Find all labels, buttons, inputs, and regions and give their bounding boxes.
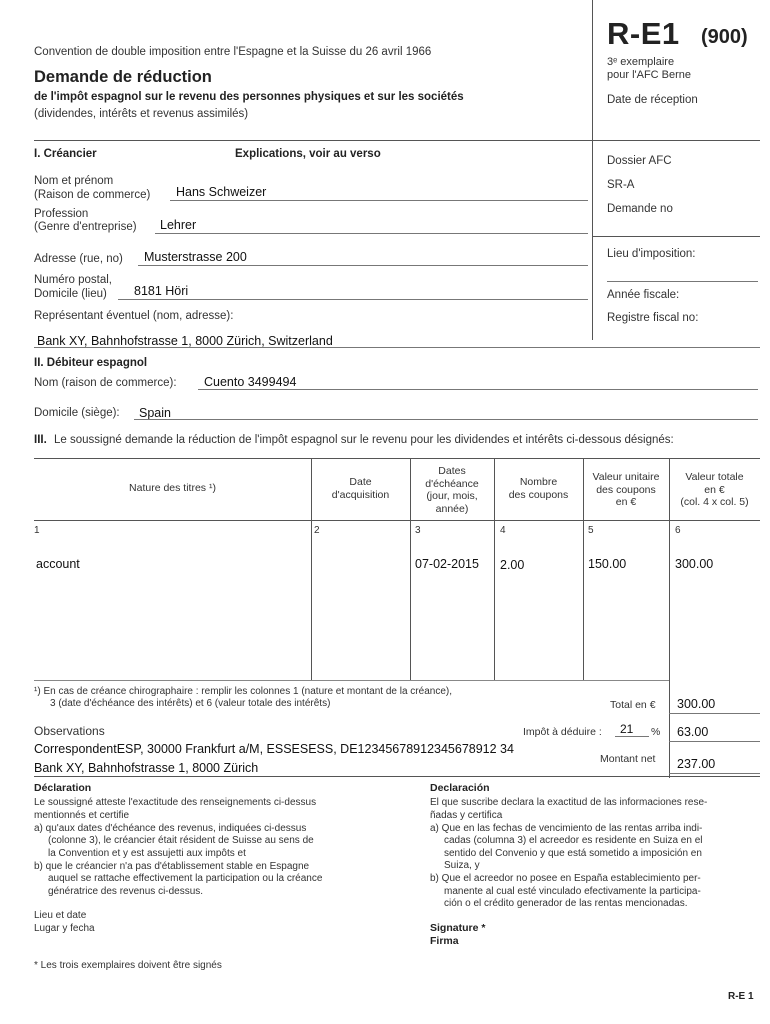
net-label: Montant net: [600, 753, 656, 765]
observations-line-2[interactable]: Bank XY, Bahnhofstrasse 1, 8000 Zürich: [34, 761, 259, 775]
section-3-title: III.: [34, 434, 47, 446]
nom-field[interactable]: Hans Schweizer: [176, 185, 267, 199]
date-reception-label: Date de réception: [607, 94, 698, 106]
section-3-text: Le soussigné demande la réduction de l'impôt espagnol sur le revenu pour les dividendes et intérêts ci-dessous désignés:: [54, 434, 674, 446]
lugar-fecha-label: Lugar y fecha: [34, 923, 95, 934]
nom-label: Nom et prénom: [34, 175, 114, 187]
table-header-valeur-unitaire: Valeur unitaire des coupons en €: [592, 471, 660, 508]
adresse-line: [138, 265, 588, 266]
col-number: 5: [588, 525, 594, 536]
declaration-fr-a: (colonne 3), le créancier était résident de Suisse au sens de: [48, 835, 314, 846]
net-value[interactable]: 237.00: [677, 757, 716, 771]
debiteur-nom-label: Nom (raison de commerce):: [34, 377, 177, 389]
total-value[interactable]: 300.00: [677, 697, 716, 711]
explications-note: Explications, voir au verso: [235, 148, 381, 160]
right-panel-divider: [592, 140, 593, 340]
table-cell-nature[interactable]: account: [36, 557, 80, 571]
footnote-line-1: ¹) En cas de créance chirographaire : remplir les colonnes 1 (nature et montant de la créance),: [34, 686, 452, 697]
form-code: R-E1: [607, 16, 680, 51]
section-2-title: II. Débiteur espagnol: [34, 357, 148, 369]
declaration-es-title: Declaración: [430, 782, 490, 794]
declaration-es-a: a) Que en las fechas de vencimiento de las rentas arriba indi-: [430, 823, 703, 834]
right-panel-rule: [592, 236, 760, 237]
profession-label: Profession: [34, 208, 89, 220]
registre-fiscal-label: Registre fiscal no:: [607, 312, 699, 324]
declaration-es-text: El que suscribe declara la exactitud de las informaciones rese-: [430, 797, 708, 808]
domicile-label: Domicile (lieu): [34, 288, 107, 300]
declaration-es-a: Suiza, y: [444, 860, 480, 871]
declaration-es-b: ción o el crédito generador de las rentas mencionadas.: [444, 898, 688, 909]
net-line: [669, 773, 760, 774]
header-divider: [592, 0, 593, 140]
section-1-title: I. Créancier: [34, 148, 97, 160]
table-top-rule: [34, 458, 760, 459]
debiteur-nom-field[interactable]: Cuento 3499494: [204, 375, 297, 389]
declaration-fr-text: Le soussigné atteste l'exactitude des renseignements ci-dessus: [34, 797, 317, 808]
raison-commerce-label: (Raison de commerce): [34, 189, 151, 201]
table-cell-valeur-totale[interactable]: 300.00: [675, 557, 714, 571]
adresse-field[interactable]: Musterstrasse 200: [144, 250, 247, 264]
table-header-valeur-totale: Valeur totale en € (col. 4 x col. 5): [680, 471, 749, 508]
table-header-rule: [34, 520, 760, 521]
annee-fiscale-label: Année fiscale:: [607, 289, 680, 301]
col-number: 1: [34, 525, 40, 536]
lieu-imposition-label: Lieu d'imposition:: [607, 248, 696, 260]
lieu-imposition-line: [607, 281, 758, 282]
declaration-fr-a: a) qu'aux dates d'échéance des revenus, indiquées ci-dessus: [34, 823, 307, 834]
profession-line: [155, 233, 588, 234]
representant-field[interactable]: Bank XY, Bahnhofstrasse 1, 8000 Zürich, Switzerland: [37, 334, 333, 348]
table-header-nombre: Nombre des coupons: [508, 476, 569, 501]
impot-line: [669, 741, 760, 742]
total-label: Total en €: [610, 699, 656, 711]
table-header-nature: Nature des titres ¹): [129, 482, 216, 494]
genre-entreprise-label: (Genre d'entreprise): [34, 221, 137, 233]
declaration-es-text: ñadas y certifica: [430, 810, 503, 821]
form-number: (900): [701, 26, 748, 48]
declaration-es-a: sentido del Convenio y que está sometido a imposición en: [444, 848, 702, 859]
observations-label: Observations: [34, 724, 105, 738]
col-number: 3: [415, 525, 421, 536]
npa-field[interactable]: 8181 Höri: [134, 284, 189, 298]
exemplaire-text-2: pour l'AFC Berne: [607, 69, 692, 81]
profession-field[interactable]: Lehrer: [160, 218, 197, 232]
declaration-fr-b: génératrice des revenus ci-dessus.: [48, 886, 204, 897]
declaration-fr-b: b) que le créancier n'a pas d'établissement stable en Espagne: [34, 861, 310, 872]
table-cell-nombre[interactable]: 2.00: [500, 558, 525, 572]
npa-label: Numéro postal,: [34, 274, 112, 286]
signature-label: Signature *: [430, 922, 486, 934]
adresse-label: Adresse (rue, no): [34, 253, 123, 265]
table-header-echeance: Dates d'échéance (jour, mois, année): [425, 465, 479, 515]
declaration-fr-a: la Convention et y est assujetti aux impôts et: [48, 848, 246, 859]
table-cell-valeur-unitaire[interactable]: 150.00: [588, 557, 627, 571]
declaration-es-a: cadas (columna 3) el acreedor es residente en Suiza en el: [444, 835, 703, 846]
debiteur-domicile-field[interactable]: Spain: [139, 406, 171, 420]
form-subtitle-2: (dividendes, intérêts et revenus assimilés): [34, 108, 249, 120]
total-line: [669, 713, 760, 714]
footnote-line-2: 3 (date d'échéance des intérêts) et 6 (valeur totale des intérêts): [50, 698, 331, 709]
table-header-acquisition: Date d'acquisition: [331, 476, 390, 501]
observations-line-1[interactable]: CorrespondentESP, 30000 Frankfurt a/M, ESSESESS, DE12345678912345678912 34: [34, 742, 514, 756]
pct-sign: %: [651, 726, 661, 738]
declaration-fr-b: auquel se rattache effectivement la participation ou la créance: [48, 873, 323, 884]
declaration-es-b: b) Que el acreedor no posee en España establecimiento per-: [430, 873, 701, 884]
impot-pct-field[interactable]: 21: [620, 722, 634, 736]
observations-bottom-rule: [34, 776, 760, 777]
npa-line: [118, 299, 588, 300]
table-bottom-rule: [34, 680, 669, 681]
footer-code: R-E 1: [728, 991, 754, 1002]
firma-label: Firma: [430, 935, 459, 947]
table-cell-echeance[interactable]: 07-02-2015: [415, 557, 479, 571]
col-number: 4: [500, 525, 506, 536]
exemplaire-text: 3ᵉ exemplaire: [607, 56, 675, 68]
debiteur-nom-line: [198, 389, 758, 390]
header-bottom-rule: [34, 140, 760, 141]
form-title: Demande de réduction: [34, 68, 212, 86]
impot-value[interactable]: 63.00: [677, 725, 709, 739]
impot-label: Impôt à déduire :: [523, 726, 602, 738]
sra-label: SR-A: [607, 179, 635, 191]
col-number: 6: [675, 525, 681, 536]
representant-label: Représentant éventuel (nom, adresse):: [34, 310, 234, 322]
declaration-es-b: manente al cual esté vinculado efectivamente la participa-: [444, 886, 701, 897]
representant-line: [34, 347, 760, 348]
debiteur-domicile-line: [134, 419, 758, 420]
convention-text: Convention de double imposition entre l'Espagne et la Suisse du 26 avril 1966: [34, 46, 432, 58]
nom-line: [170, 200, 588, 201]
demande-no-label: Demande no: [607, 203, 673, 215]
declaration-fr-text: mentionnés et certifie: [34, 810, 130, 821]
dossier-afc-label: Dossier AFC: [607, 155, 672, 167]
col-number: 2: [314, 525, 320, 536]
footer-note: * Les trois exemplaires doivent être signés: [34, 960, 222, 971]
declaration-fr-title: Déclaration: [34, 782, 92, 794]
debiteur-domicile-label: Domicile (siège):: [34, 407, 120, 419]
lieu-date-label: Lieu et date: [34, 910, 87, 921]
form-subtitle: de l'impôt espagnol sur le revenu des personnes physiques et sur les sociétés: [34, 91, 464, 103]
impot-pct-line: [615, 736, 649, 737]
